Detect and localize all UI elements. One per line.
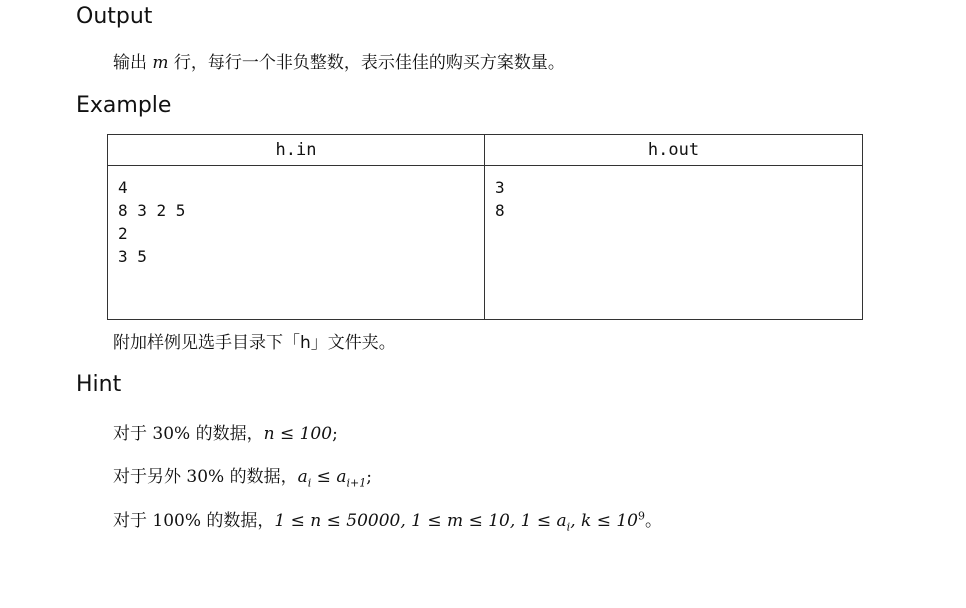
- hint3-sub-i: i: [566, 520, 571, 534]
- sample-output-filename: h.out: [485, 135, 862, 166]
- hint-heading: Hint: [76, 372, 122, 397]
- hint-line-1: [113, 419, 338, 444]
- example-heading: Example: [76, 93, 172, 118]
- hint-line-2: [113, 462, 372, 489]
- hint2-le: ≤: [311, 467, 337, 487]
- output-text-after: 行，每行一个非负整数，表示佳佳的购买方案数量。: [168, 53, 565, 73]
- sample-input-line: 8 3 2 5: [118, 201, 186, 220]
- sample-output-line: 3: [495, 178, 505, 197]
- hint1-percent: 30%: [152, 424, 191, 444]
- hint3-percent: 100%: [152, 511, 202, 531]
- hint1-mid: 的数据，: [190, 424, 264, 444]
- hint3-sup-9: 9: [638, 509, 645, 523]
- hint3-condition: 1 ≤ n ≤ 50000, 1 ≤ m ≤ 10, 1 ≤ a: [274, 511, 567, 531]
- hint2-percent: 30%: [186, 467, 225, 487]
- hint3-end: 。: [645, 511, 662, 531]
- hint2-end: ;: [366, 467, 372, 487]
- hint1-condition: n ≤ 100: [263, 424, 333, 444]
- output-var-m: m: [152, 53, 169, 73]
- output-heading: Output: [76, 4, 153, 29]
- sample-output-line: 8: [495, 201, 505, 220]
- output-description: [113, 48, 565, 73]
- hint2-mid: 的数据，: [224, 467, 298, 487]
- sample-input-line: 3 5: [118, 247, 147, 266]
- hint2-sub-i: i: [307, 476, 312, 490]
- sample-output-content: [485, 166, 862, 319]
- sample-table: [107, 134, 863, 320]
- output-text-before: 输出: [113, 53, 153, 73]
- hint-line-3: [113, 506, 662, 533]
- hint3-condition-2: , k ≤ 10: [570, 511, 638, 531]
- sample-input-line: 2: [118, 224, 128, 243]
- hint1-end: ;: [332, 424, 338, 444]
- hint3-mid: 的数据，: [201, 511, 275, 531]
- hint2-var-a: a: [297, 467, 308, 487]
- example-note: 附加样例见选手目录下「h」文件夹。: [113, 333, 396, 353]
- sample-input-filename: h.in: [108, 135, 485, 166]
- hint1-prefix: 对于: [113, 424, 153, 444]
- hint3-prefix: 对于: [113, 511, 153, 531]
- sample-input-content: [108, 166, 485, 319]
- sample-input-line: 4: [118, 178, 128, 197]
- hint2-sub-i-plus-1: i+1: [346, 476, 367, 490]
- hint2-var-a2: a: [336, 467, 347, 487]
- hint2-prefix: 对于另外: [113, 467, 187, 487]
